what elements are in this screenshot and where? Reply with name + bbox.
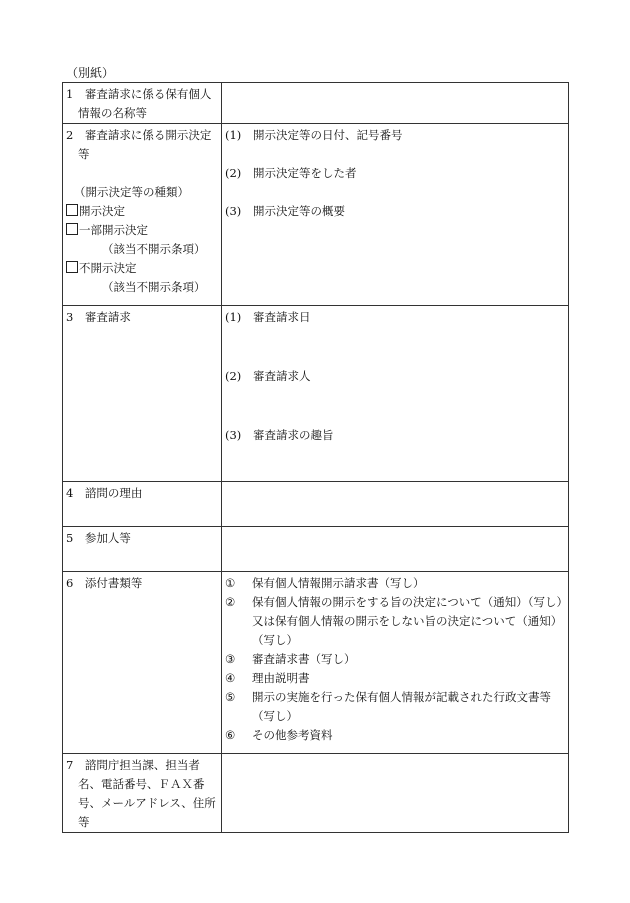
option-partial-disclosure: 一部開示決定 bbox=[79, 223, 148, 237]
request-item-2: (2) 審査請求人 bbox=[225, 369, 311, 383]
attachment-label: （別紙） bbox=[66, 66, 115, 80]
row-3-label: 3 審査請求 bbox=[63, 306, 222, 482]
attachment-item: ⑥ その他参考資料 bbox=[225, 728, 333, 742]
row-4 bbox=[63, 482, 569, 527]
row-2-label bbox=[63, 124, 222, 306]
request-item-1: (1) 審査請求日 bbox=[225, 310, 311, 324]
row-1 bbox=[63, 83, 569, 124]
decision-kind-heading: （開示決定等の種類） bbox=[74, 185, 189, 199]
row-2-title: 2 審査請求に係る開示決定等 bbox=[66, 128, 212, 161]
decision-item-3: (3) 開示決定等の概要 bbox=[225, 204, 345, 218]
row-6-label: 6 添付書類等 bbox=[63, 572, 222, 754]
option-disclosure: 開示決定 bbox=[79, 204, 125, 218]
attachment-item: ① 保有個人情報開示請求書（写し） bbox=[225, 576, 425, 590]
attachment-item: ③ 審査請求書（写し） bbox=[225, 652, 356, 666]
row-3-content bbox=[222, 306, 569, 482]
row-5-content bbox=[222, 527, 569, 572]
row-7 bbox=[63, 754, 569, 833]
checkbox-non-disclosure[interactable] bbox=[66, 261, 78, 273]
row-6 bbox=[63, 572, 569, 754]
checkbox-disclosure[interactable] bbox=[66, 204, 78, 216]
option-non-disclosure: 不開示決定 bbox=[79, 261, 137, 275]
row-5-label: 5 参加人等 bbox=[63, 527, 222, 572]
attachment-item: ④ 理由説明書 bbox=[225, 671, 310, 685]
request-item-3: (3) 審査請求の趣旨 bbox=[225, 428, 334, 442]
row-6-content bbox=[222, 572, 569, 754]
partial-disclosure-clause: （該当不開示条項） bbox=[102, 242, 206, 256]
attachment-item: ② 保有個人情報の開示をする旨の決定について（通知）（写し）又は保有個人情報の開示をしない旨の決定について（通知）（写し） bbox=[225, 595, 563, 647]
row-4-content bbox=[222, 482, 569, 527]
row-5 bbox=[63, 527, 569, 572]
row-4-label: 4 諮問の理由 bbox=[63, 482, 222, 527]
row-2-content bbox=[222, 124, 569, 306]
row-3 bbox=[63, 306, 569, 482]
consultation-form-table bbox=[62, 82, 569, 833]
row-2 bbox=[63, 124, 569, 306]
non-disclosure-clause: （該当不開示条項） bbox=[102, 280, 206, 294]
attachment-item: ⑤ 開示の実施を行った保有個人情報が記載された行政文書等（写し） bbox=[225, 690, 551, 723]
row-1-content bbox=[222, 83, 569, 124]
decision-item-2: (2) 開示決定等をした者 bbox=[225, 166, 357, 180]
row-7-content bbox=[222, 754, 569, 833]
decision-item-1: (1) 開示決定等の日付、記号番号 bbox=[225, 128, 403, 142]
row-7-label: 7 諮問庁担当課、担当者名、電話番号、ＦＡＸ番号、メールアドレス、住所等 bbox=[63, 754, 222, 833]
checkbox-partial-disclosure[interactable] bbox=[66, 223, 78, 235]
row-1-label: 1 審査請求に係る保有個人情報の名称等 bbox=[63, 83, 222, 124]
